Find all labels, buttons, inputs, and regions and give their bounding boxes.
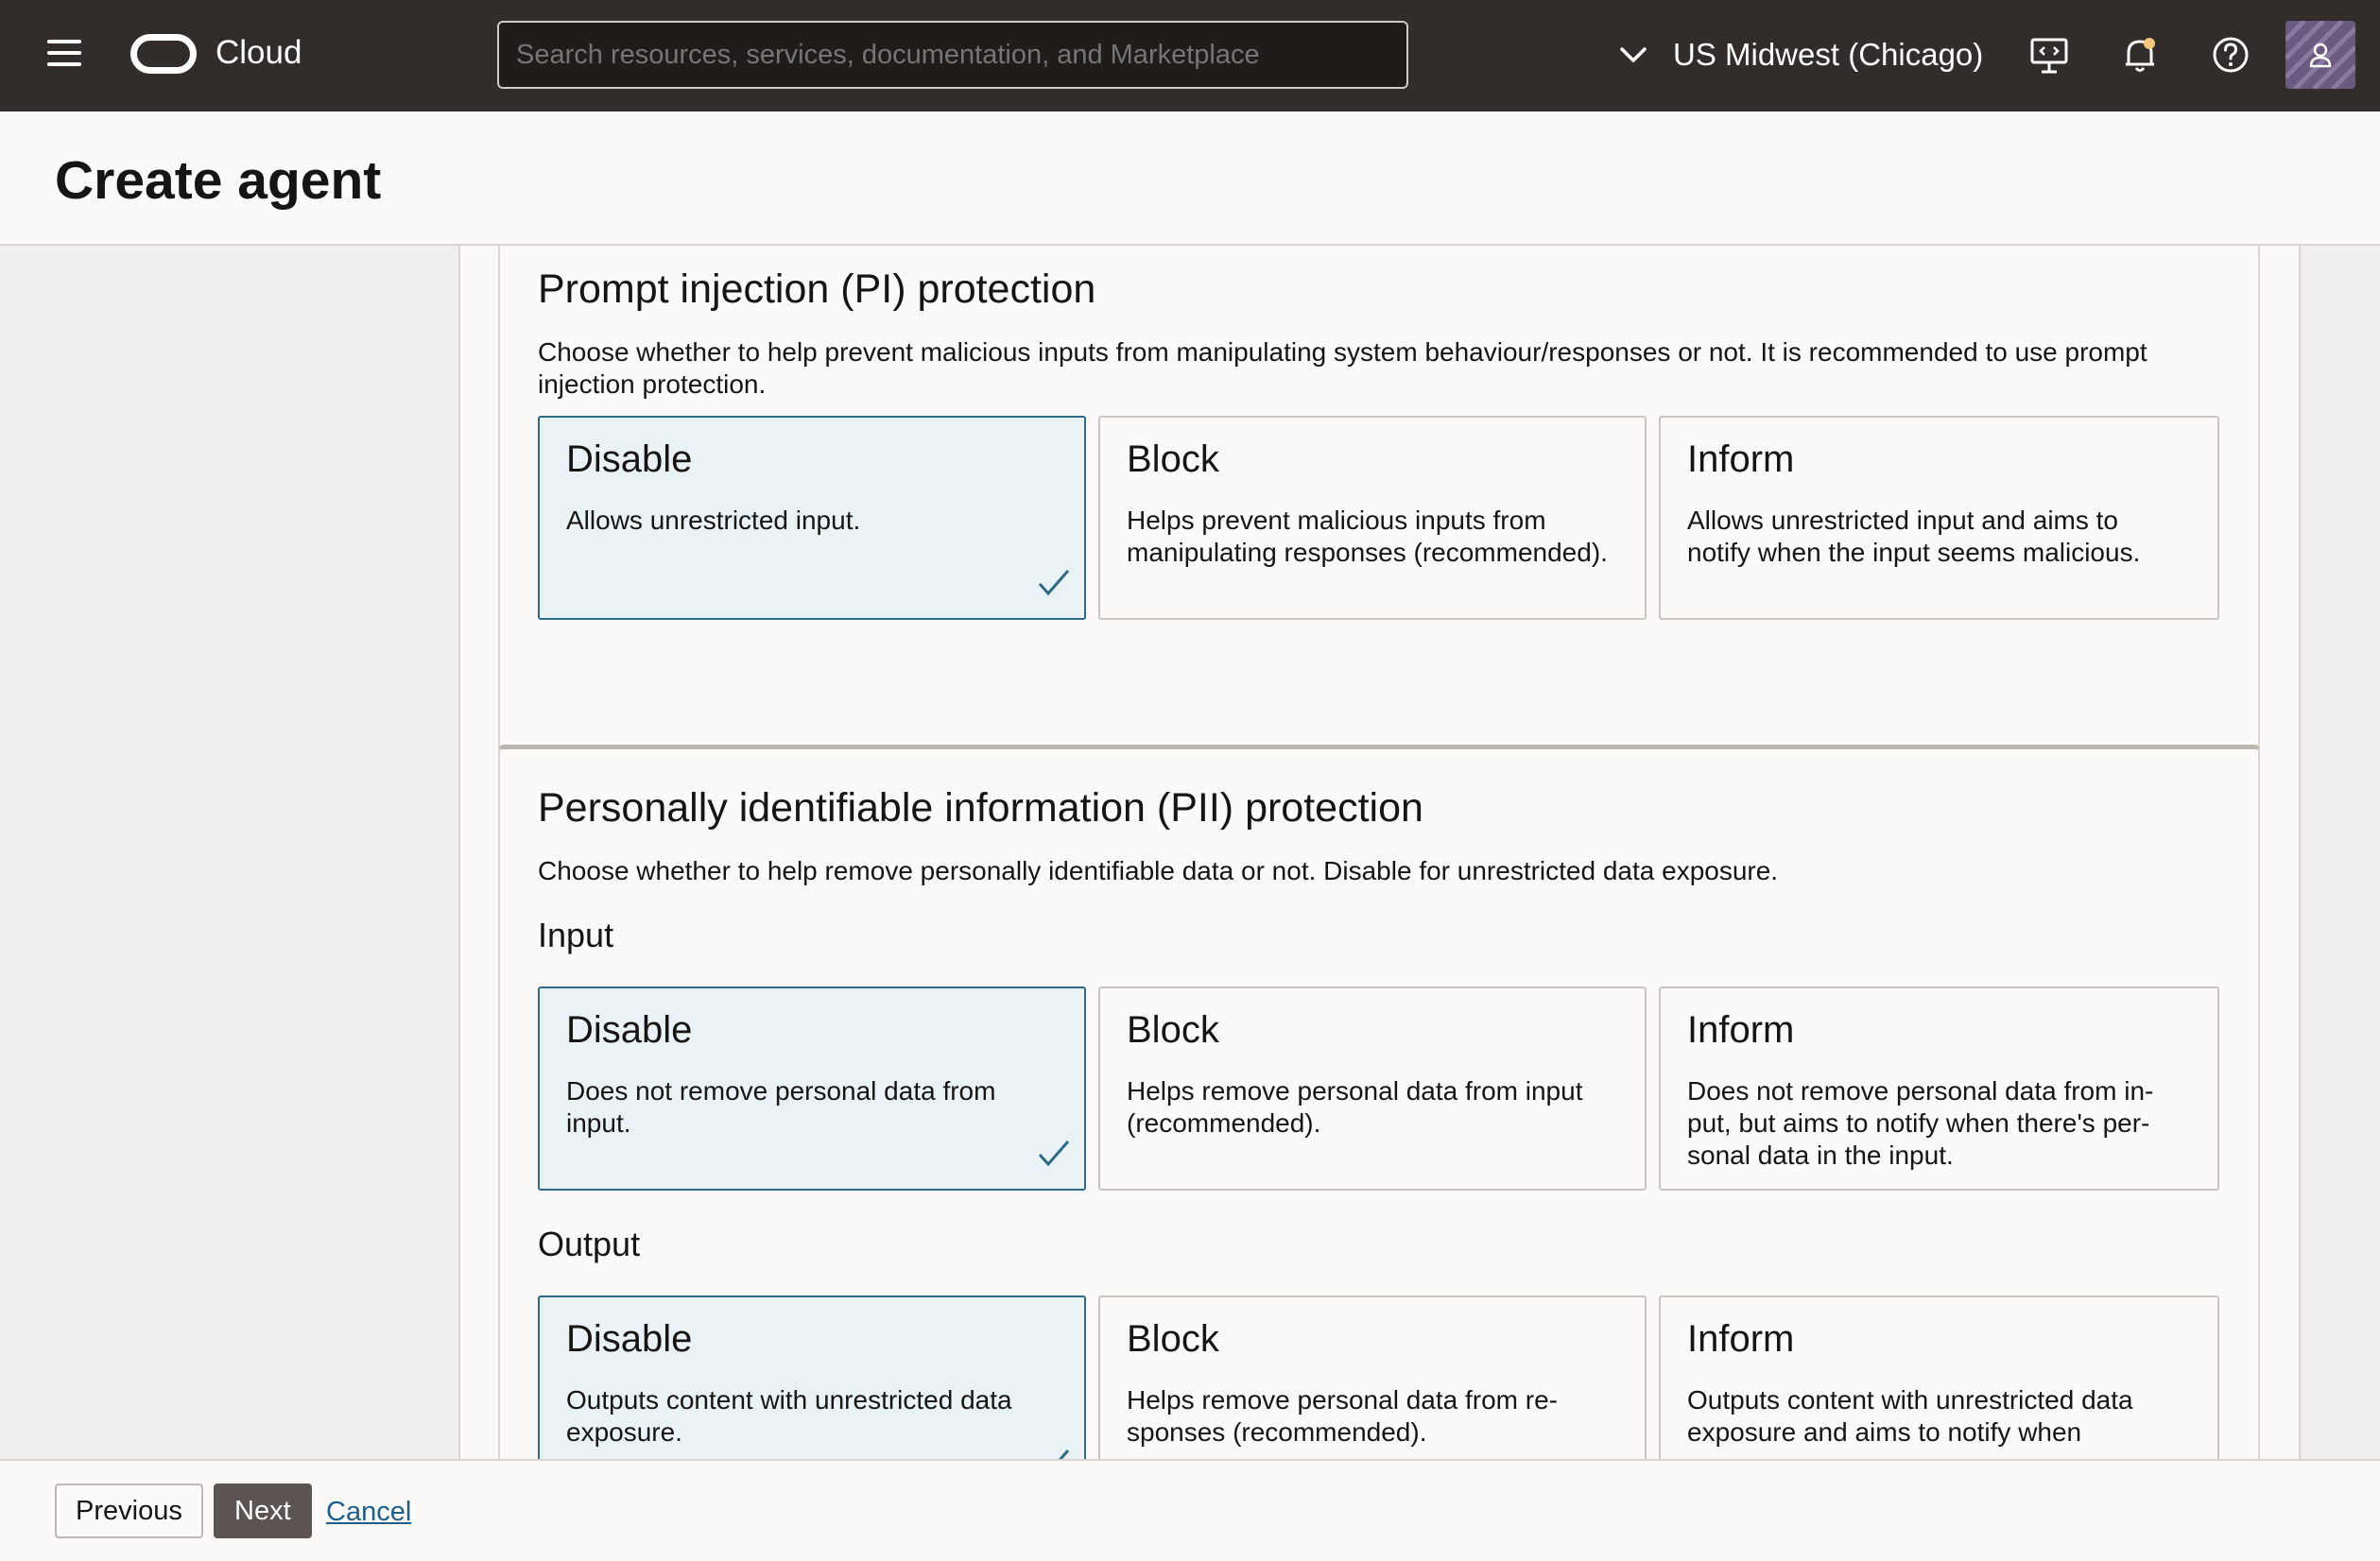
developer-tools-icon[interactable] bbox=[2026, 32, 2072, 77]
option-description: Allows unrestricted input. bbox=[566, 506, 861, 535]
option-title: Disable bbox=[566, 1318, 693, 1360]
brand-label[interactable]: Cloud bbox=[216, 34, 302, 71]
section-title: Prompt injection (PI) protection bbox=[538, 266, 1096, 312]
option-title: Disable bbox=[566, 1009, 693, 1051]
option-description: Does not remove personal data from input. bbox=[566, 1076, 996, 1138]
pi-option-inform[interactable] bbox=[1659, 416, 2219, 620]
checkmark-icon bbox=[1037, 567, 1071, 599]
wizard-footer bbox=[0, 1459, 2380, 1561]
option-description: Outputs content with unrestricted data exposure. bbox=[566, 1385, 1012, 1447]
option-title: Block bbox=[1127, 1318, 1219, 1360]
pii-input-option-disable[interactable] bbox=[538, 986, 1086, 1191]
option-title: Inform bbox=[1687, 438, 1795, 480]
search-input[interactable] bbox=[497, 21, 1408, 89]
option-description: Helps remove personal data from input (recommended). bbox=[1127, 1076, 1583, 1138]
next-button[interactable]: Next bbox=[214, 1484, 312, 1538]
chevron-down-icon bbox=[1614, 36, 1652, 74]
pii-input-option-block[interactable] bbox=[1098, 986, 1647, 1191]
pii-output-option-block[interactable] bbox=[1098, 1295, 1647, 1459]
main-content[interactable] bbox=[462, 246, 2299, 1459]
output-label: Output bbox=[538, 1225, 641, 1263]
section-description: Choose whether to help remove personally identifiable data or not. Disable for unrestricted data exposure. bbox=[538, 856, 1779, 885]
pi-option-disable[interactable] bbox=[538, 416, 1086, 620]
page-title: Create agent bbox=[55, 150, 382, 211]
checkmark-icon bbox=[1037, 1447, 1071, 1459]
option-description: Allows unrestricted input and aims to notify when the input seems malicious. bbox=[1687, 506, 2141, 567]
section-description: Choose whether to help prevent malicious inputs from manipulating system behaviour/responses or not. It is recommended to use prompt injection protection. bbox=[538, 337, 2147, 399]
region-selector[interactable] bbox=[1614, 28, 1983, 81]
steps-sidebar bbox=[0, 246, 460, 1459]
pii-output-option-disable[interactable] bbox=[538, 1295, 1086, 1459]
option-description: Helps remove personal data from re-sponses (recommended). bbox=[1127, 1385, 1558, 1447]
option-title: Inform bbox=[1687, 1318, 1795, 1360]
user-icon bbox=[2285, 21, 2355, 89]
option-description: Does not remove personal data from in-put, but aims to notify when there's per-sonal data in the input. bbox=[1687, 1076, 2154, 1170]
top-navigation-bar bbox=[0, 0, 2380, 112]
pii-protection-section bbox=[498, 745, 2260, 1459]
option-title: Block bbox=[1127, 1009, 1219, 1051]
input-label: Input bbox=[538, 916, 614, 954]
user-avatar[interactable] bbox=[2285, 21, 2355, 89]
option-title: Inform bbox=[1687, 1009, 1795, 1051]
oracle-logo-icon[interactable] bbox=[130, 34, 197, 74]
option-title: Disable bbox=[566, 438, 693, 480]
help-icon[interactable] bbox=[2208, 32, 2253, 77]
section-title: Personally identifiable information (PII) protection bbox=[538, 785, 1423, 831]
pii-output-option-inform[interactable] bbox=[1659, 1295, 2219, 1459]
option-description: Outputs content with unrestricted data exposure and aims to notify when bbox=[1687, 1385, 2133, 1447]
page-header bbox=[0, 112, 2380, 246]
region-label: US Midwest (Chicago) bbox=[1673, 37, 1984, 72]
pii-input-option-inform[interactable] bbox=[1659, 986, 2219, 1191]
previous-button[interactable]: Previous bbox=[55, 1484, 203, 1538]
right-gutter bbox=[2299, 246, 2380, 1459]
notifications-bell-icon[interactable] bbox=[2117, 32, 2163, 77]
option-description: Helps prevent malicious inputs from manipulating responses (recommended). bbox=[1127, 506, 1608, 567]
menu-icon[interactable] bbox=[47, 40, 81, 68]
option-title: Block bbox=[1127, 438, 1219, 480]
pi-option-block[interactable] bbox=[1098, 416, 1647, 620]
checkmark-icon bbox=[1037, 1138, 1071, 1170]
cancel-link[interactable]: Cancel bbox=[326, 1497, 412, 1527]
